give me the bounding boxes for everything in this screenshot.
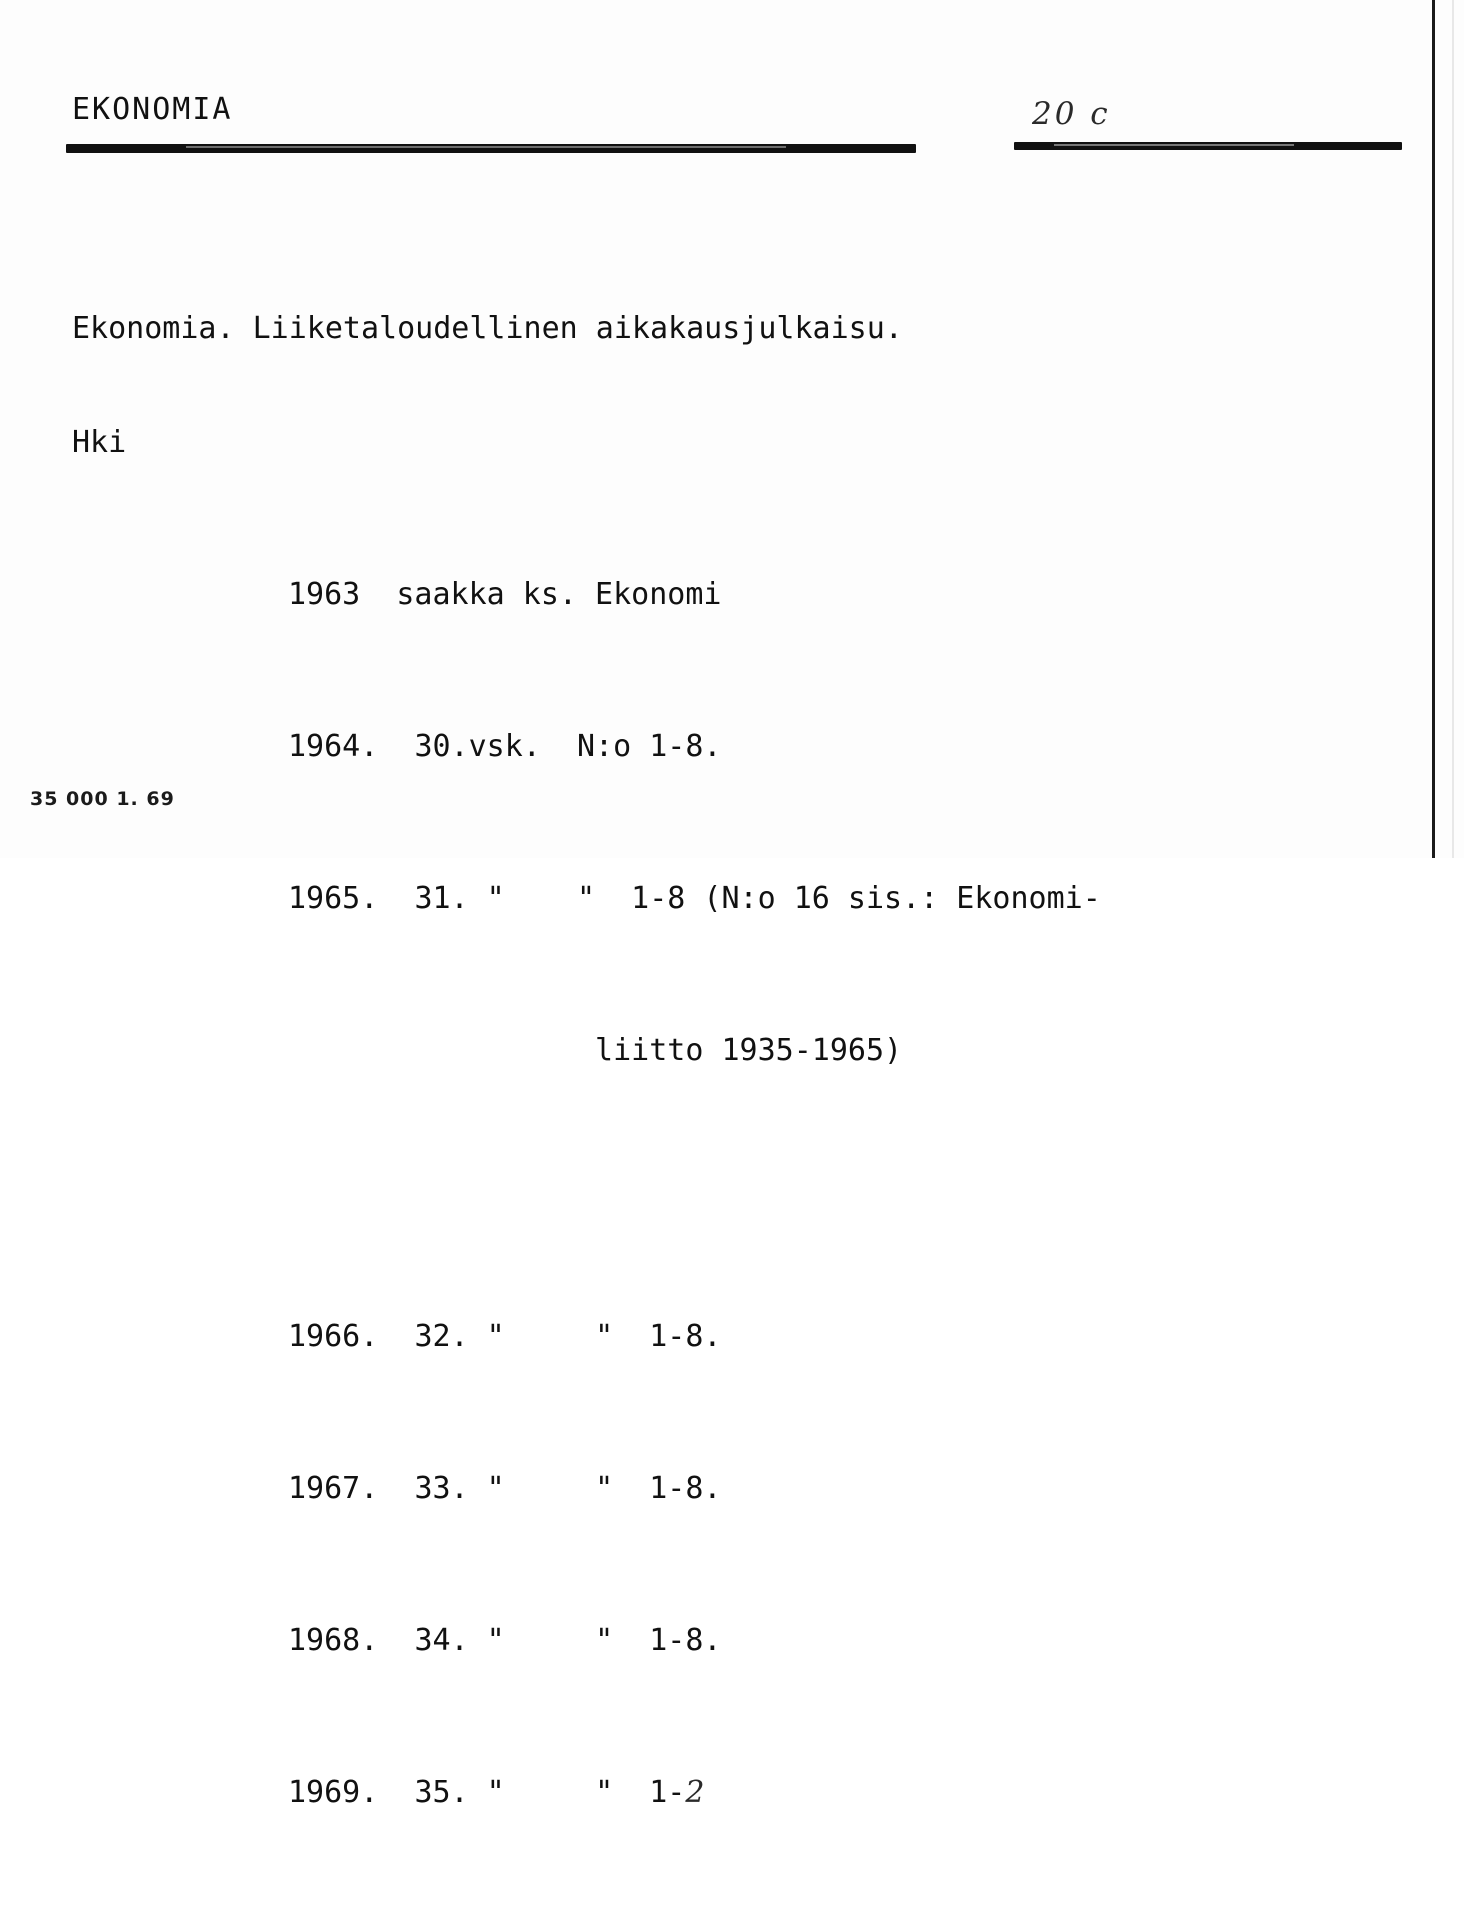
holding-year: 1969. xyxy=(288,1775,379,1810)
holding-sep xyxy=(378,1471,414,1506)
holding-volume: 32. " xyxy=(414,1319,505,1354)
holding-row xyxy=(72,728,1101,766)
holding-issues: " 1-8. xyxy=(595,1471,722,1506)
holding-sep xyxy=(505,1319,595,1354)
holding-sep xyxy=(505,1471,595,1506)
call-number-handwritten: 20 c xyxy=(1032,96,1111,132)
holding-year: 1965. xyxy=(288,881,379,916)
holding-sep xyxy=(505,881,577,916)
holding-row xyxy=(72,880,1101,918)
title-line-1: Ekonomia. Liiketaloudellinen aikakausjulkaisu. xyxy=(72,311,903,346)
holding-row xyxy=(72,576,1101,614)
holding-year: 1968. xyxy=(288,1623,379,1658)
holding-volume: 35. " xyxy=(414,1775,505,1810)
holding-issues: N:o 1-8. xyxy=(577,729,722,764)
page-title: EKONOMIA xyxy=(72,92,233,127)
holding-sep xyxy=(505,1623,595,1658)
title-line-2: Hki xyxy=(72,425,127,460)
holding-volume: saakka ks. Ekonomi xyxy=(396,577,722,612)
holding-volume: 30.vsk. xyxy=(414,729,541,764)
holding-sep xyxy=(378,1775,414,1810)
holding-year: 1963 xyxy=(288,577,361,612)
continuation-indent xyxy=(288,1033,595,1068)
holding-sep xyxy=(360,577,396,612)
holding-row xyxy=(72,1470,1101,1508)
holding-volume: 31. " xyxy=(414,881,505,916)
holding-year: 1967. xyxy=(288,1471,379,1506)
holding-sep xyxy=(541,729,577,764)
print-code: 35 000 1. 69 xyxy=(30,788,175,810)
holding-issues: " 1- xyxy=(595,1775,686,1810)
holding-sep xyxy=(378,1623,414,1658)
holding-issues: " 1-8 (N:o 16 sis.: Ekonomi- xyxy=(577,881,1101,916)
holding-sep xyxy=(378,729,414,764)
holding-volume: 34. " xyxy=(414,1623,505,1658)
holding-issues: liitto 1935-1965) xyxy=(595,1033,903,1068)
card-body xyxy=(72,196,1101,1926)
holding-sep xyxy=(505,1775,595,1810)
holding-issues: " 1-8. xyxy=(595,1319,722,1354)
holding-issues: " 1-8. xyxy=(595,1623,722,1658)
header-rule-right xyxy=(1014,142,1402,150)
row-spacer xyxy=(72,1184,1101,1204)
holding-issues-handwritten: 2 xyxy=(685,1775,705,1810)
card-right-edge-shadow xyxy=(1452,0,1454,858)
header-rule-left xyxy=(66,144,916,153)
holding-year: 1964. xyxy=(288,729,379,764)
holding-sep xyxy=(378,881,414,916)
holding-year: 1966. xyxy=(288,1319,379,1354)
card-right-edge xyxy=(1432,0,1435,858)
holding-row xyxy=(72,1318,1101,1356)
holding-sep xyxy=(378,1319,414,1354)
holding-row xyxy=(72,1774,1101,1812)
holding-row-continuation xyxy=(72,1032,1101,1070)
holding-row xyxy=(72,1622,1101,1660)
holding-volume: 33. " xyxy=(414,1471,505,1506)
